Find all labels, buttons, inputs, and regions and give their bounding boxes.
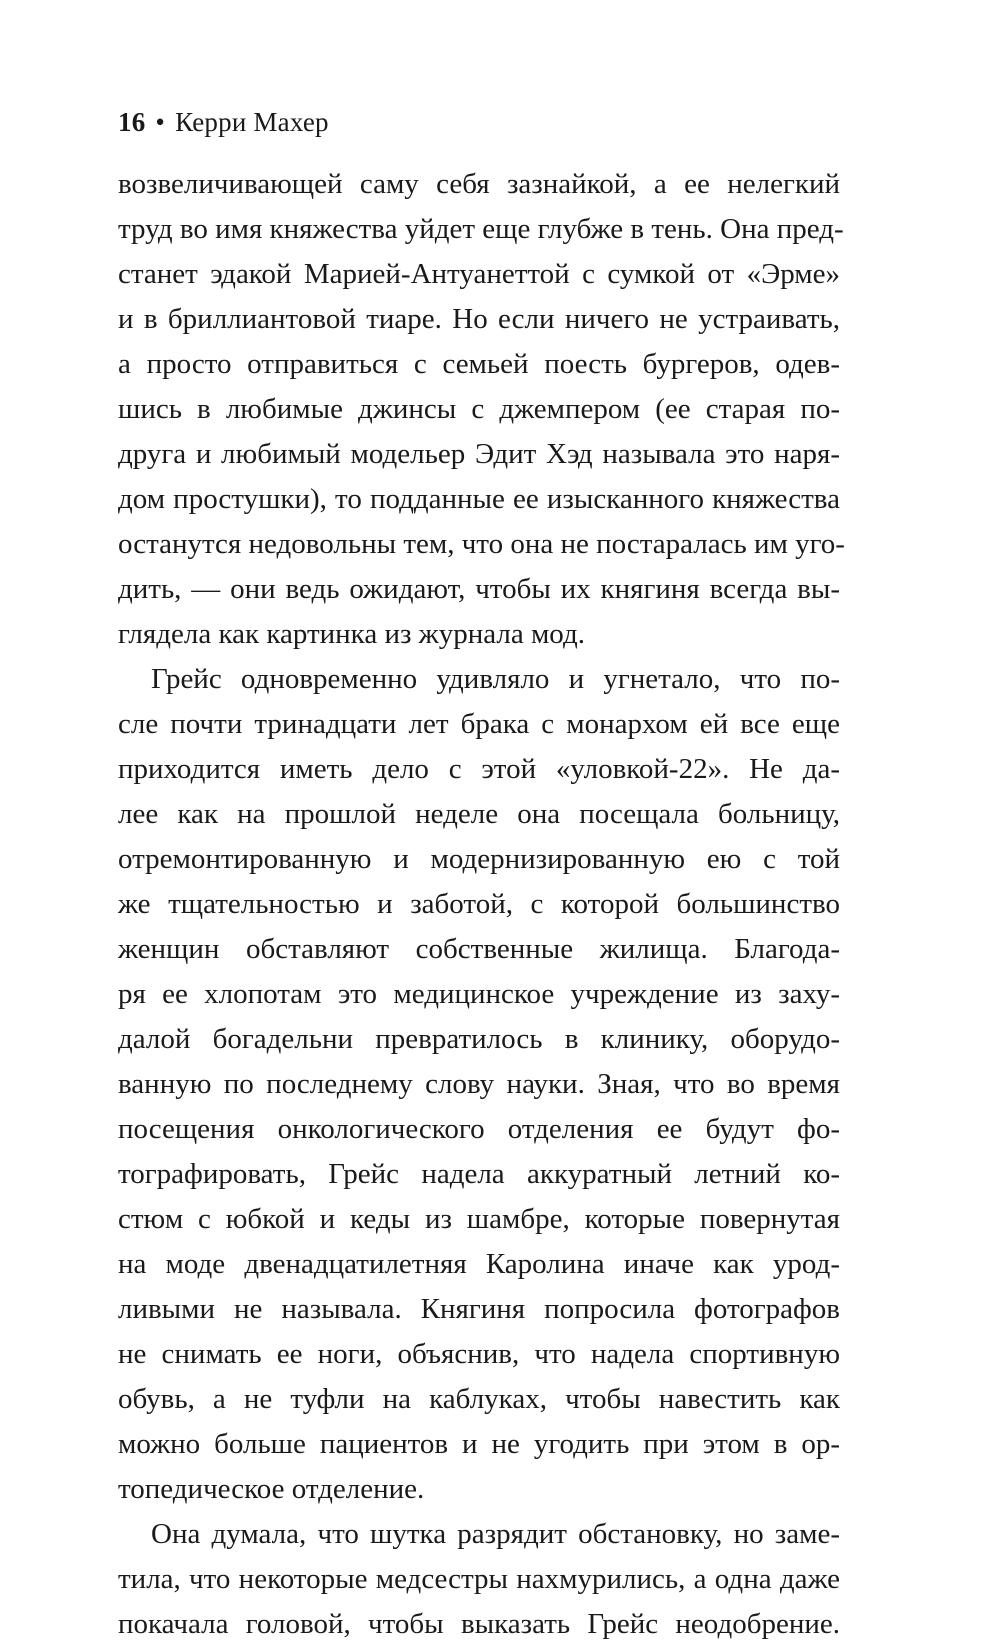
text-line: ря ее хлопотам это медицинское учреждение из заху- (118, 978, 840, 1010)
text-line: дом простушки), то подданные ее изысканного княжества (118, 483, 840, 515)
text-line: можно больше пациентов и не угодить при этом в ор- (118, 1428, 840, 1460)
author-name: Керри Махер (175, 107, 329, 137)
text-line: станет эдакой Марией-Антуанеттой с сумкой от «Эрме» (118, 258, 840, 290)
text-line: Она думала, что шутка разрядит обстановку, но заме- (151, 1518, 840, 1550)
text-line: а просто отправиться с семьей поесть бургеров, одев- (118, 348, 840, 380)
text-line: возвеличивающей саму себя зазнайкой, а ее нелегкий (118, 168, 840, 200)
text-line: друга и любимый модельер Эдит Хэд называла это наря- (118, 438, 840, 470)
page-number: 16 (118, 107, 146, 137)
text-line: шись в любимые джинсы с джемпером (ее старая по- (118, 393, 840, 425)
text-line: лее как на прошлой неделе она посещала больницу, (118, 798, 840, 830)
text-line: труд во имя княжества уйдет еще глубже в тень. Она пред- (118, 213, 844, 245)
text-line: останутся недовольны тем, что она не постаралась им уго- (118, 528, 845, 560)
paragraph-2 (118, 657, 840, 1512)
running-head (118, 106, 329, 138)
text-line: покачала головой, чтобы выказать Грейс неодобрение. (118, 1608, 840, 1640)
text-line: ванную по последнему слову науки. Зная, что во время (118, 1068, 840, 1100)
text-line: приходится иметь дело с этой «уловкой-22». Не да- (118, 753, 840, 785)
text-line: тила, что некоторые медсестры нахмурились, а одна даже (118, 1563, 840, 1595)
text-line: же тщательностью и заботой, с которой большинство (118, 888, 840, 920)
text-line: и в бриллиантовой тиаре. Но если ничего не устраивать, (118, 303, 840, 335)
text-line: далой богадельни превратилось в клинику, оборудо- (118, 1023, 840, 1055)
text-line: женщин обставляют собственные жилища. Благода- (118, 933, 840, 965)
text-line: на моде двенадцатилетняя Каролина иначе как урод- (118, 1248, 840, 1280)
text-line: топедическое отделение. (118, 1473, 425, 1505)
text-line: сле почти тринадцати лет брака с монархом ей все еще (118, 708, 840, 740)
text-line: стюм с юбкой и кеды из шамбре, которые повернутая (118, 1203, 840, 1235)
text-line: тографировать, Грейс надела аккуратный летний ко- (118, 1158, 840, 1190)
paragraph-1 (118, 162, 845, 657)
text-line: обувь, а не туфли на каблуках, чтобы навестить как (118, 1383, 840, 1415)
text-line: не снимать ее ноги, объяснив, что надела спортивную (118, 1338, 840, 1370)
text-line: отремонтированную и модернизированную ею с той (118, 843, 840, 875)
body-text (118, 162, 845, 1647)
text-line: посещения онкологического отделения ее будут фо- (118, 1113, 840, 1145)
text-line: Грейс одновременно удивляло и угнетало, что по- (151, 663, 840, 695)
text-line: глядела как картинка из журнала мод. (118, 618, 585, 650)
header-separator: • (155, 107, 166, 137)
text-line: дить, — они ведь ожидают, чтобы их княгиня всегда вы- (118, 573, 840, 605)
paragraph-3 (118, 1512, 840, 1647)
text-line: ливыми не называла. Княгиня попросила фотографов (118, 1293, 840, 1325)
